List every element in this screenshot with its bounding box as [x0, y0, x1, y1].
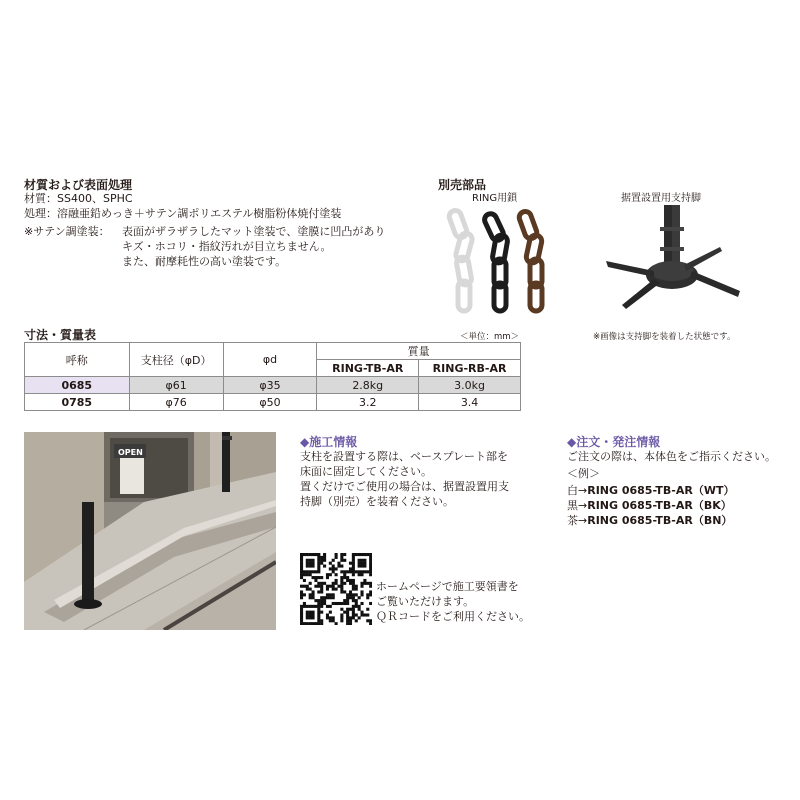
header-d: φd — [223, 343, 317, 377]
install-line: 床面に固定してください。 — [300, 465, 432, 478]
cell-tb: 3.2 — [317, 394, 419, 411]
order-item — [567, 513, 732, 528]
qr-text: ご覧いただけます。 — [376, 595, 475, 608]
install-line: 支柱を設置する際は、ベースプレート部を — [300, 450, 509, 463]
chain-samples-image — [440, 205, 560, 317]
header-D: 支柱径（φD） — [129, 343, 223, 377]
satin-note-label: ※サテン調塗装： — [24, 225, 110, 238]
treatment-line: 処理：溶融亜鉛めっき＋サテン調ポリエステル樹脂粉体焼付塗装 — [24, 207, 342, 220]
table-row — [25, 394, 521, 411]
black-chain-icon — [483, 212, 509, 311]
cell-rb: 3.0kg — [419, 377, 521, 394]
satin-note-1: 表面がザラザラしたマット塗装で、塗膜に凹凸があり — [122, 225, 386, 238]
cell-d: φ35 — [223, 377, 317, 394]
table-unit: ＜単位：mm＞ — [460, 332, 520, 342]
order-code: RING 0685-TB-AR（BK） — [587, 499, 732, 512]
brown-chain-icon — [518, 210, 543, 311]
order-item — [567, 498, 732, 513]
order-color: 黒→ — [567, 499, 588, 512]
parts-title: 別売部品 — [438, 178, 487, 192]
header-mass: 質量 — [317, 343, 521, 360]
header-tb: RING-TB-AR — [317, 360, 419, 377]
install-title — [300, 433, 357, 450]
qr-code[interactable] — [300, 553, 372, 625]
header-rb: RING-RB-AR — [419, 360, 521, 377]
cell-D: φ61 — [129, 377, 223, 394]
table-title: 寸法・質量表 — [24, 328, 97, 342]
qr-text: ＱＲコードをご利用ください。 — [376, 610, 530, 623]
install-line: 置くだけでご使用の場合は、据置設置用支 — [300, 480, 509, 493]
order-color: 茶→ — [567, 514, 588, 527]
cell-rb: 3.4 — [419, 394, 521, 411]
open-sign: OPEN — [118, 448, 143, 457]
order-title-text: ◆注文・発注情報 — [567, 435, 661, 449]
material-line: 材質：SS400、SPHC — [24, 192, 133, 205]
order-title — [567, 433, 660, 450]
order-code: RING 0685-TB-AR（WT） — [587, 484, 735, 497]
cell-tb: 2.8kg — [317, 377, 419, 394]
chain-label: RING用鎖 — [472, 193, 518, 204]
install-line: 持脚（別売）を装着ください。 — [300, 495, 454, 508]
stand-note: ※画像は支持脚を装着した状態です。 — [593, 332, 736, 342]
order-color: 白→ — [567, 484, 588, 497]
order-code: RING 0685-TB-AR（BN） — [587, 514, 733, 527]
cell-name: 0785 — [25, 394, 130, 411]
order-example: ＜例＞ — [567, 467, 600, 480]
spec-table — [24, 342, 521, 411]
cell-name: 0685 — [25, 377, 130, 394]
stand-label: 据置設置用支持脚 — [621, 193, 701, 204]
table-row — [25, 377, 521, 394]
order-item — [567, 483, 734, 498]
satin-note-2: キズ・ホコリ・指紋汚れが目立ちません。 — [122, 240, 332, 253]
installation-photo — [24, 432, 276, 630]
qr-text: ホームページで施工要領書を — [376, 580, 519, 593]
material-title: 材質および表面処理 — [24, 178, 133, 192]
table-header-row — [25, 343, 521, 360]
white-chain-icon — [448, 209, 474, 311]
satin-note-3: また、耐摩耗性の高い塗装です。 — [122, 255, 287, 268]
cell-d: φ50 — [223, 394, 317, 411]
support-stand-image — [600, 205, 745, 313]
order-line: ご注文の際は、本体色をご指示ください。 — [567, 450, 776, 463]
cell-D: φ76 — [129, 394, 223, 411]
install-title-text: ◆施工情報 — [300, 435, 358, 449]
header-name: 呼称 — [25, 343, 130, 377]
